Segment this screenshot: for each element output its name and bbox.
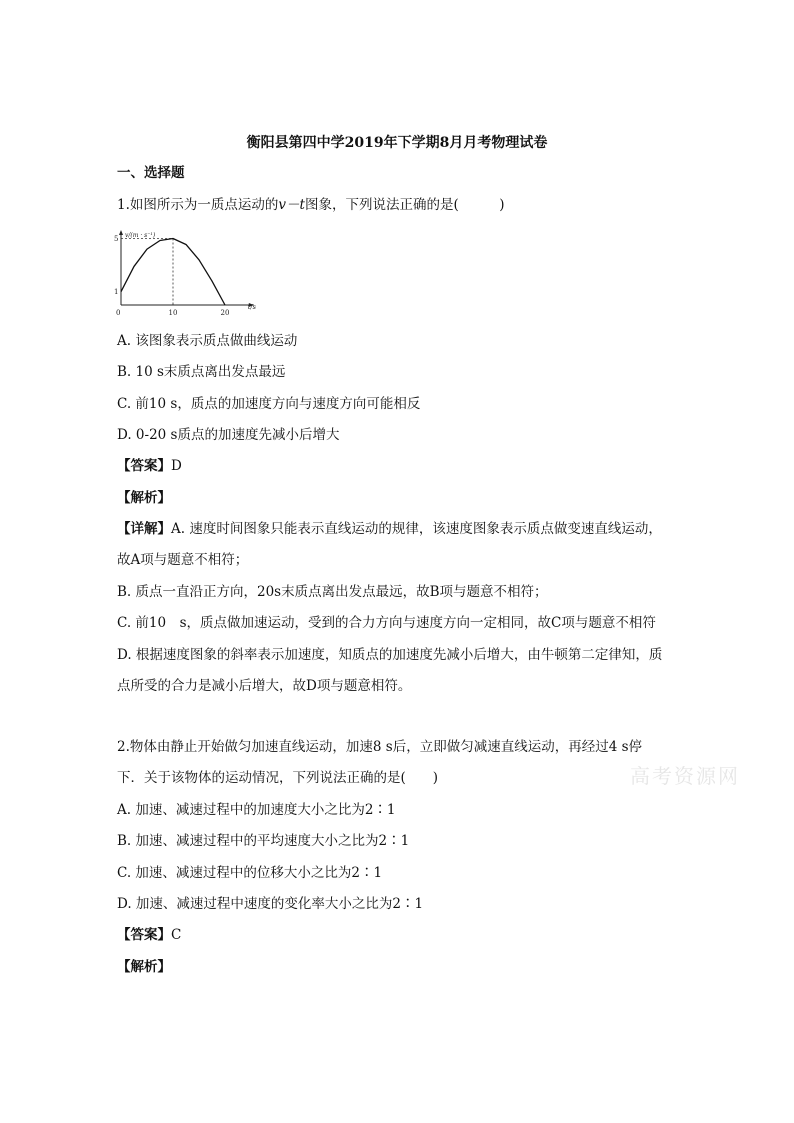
q1-option-c: C. 前10 s，质点的加速度方向与速度方向可能相反 <box>117 396 421 412</box>
y-tick-label: 1 <box>114 288 119 297</box>
answer-tag: 【答案】 <box>117 458 171 474</box>
q1-detail-line: 故A项与题意不相符； <box>117 552 249 568</box>
q1-detail-line: C. 前10 s，质点做加速运动，受到的合力方向与速度方向一定相同，故C项与题意不相符 <box>117 615 656 631</box>
answer-tag: 【答案】 <box>117 927 171 943</box>
q1-detail-line: D. 根据速度图象的斜率表示加速度，知质点的加速度先减小后增大，由牛顿第二定律知，质 <box>117 647 663 663</box>
x-tick-label: 0 <box>116 309 121 317</box>
q2-answer <box>117 925 181 945</box>
q2-option-a: A. 加速、减速过程中的加速度大小之比为2∶1 <box>117 802 396 818</box>
x-tick-label: 10 <box>168 309 178 317</box>
q2-option-d: D. 加速、减速过程中速度的变化率大小之比为2∶1 <box>117 896 424 912</box>
y-axis-arrow <box>119 230 123 235</box>
q1-stem-post: 图象，下列说法正确的是( ) <box>304 197 505 213</box>
q1-analysis-tag: 【解析】 <box>117 490 171 506</box>
q1-answer <box>117 456 182 476</box>
q1-option-d: D. 0-20 s质点的加速度先减小后增大 <box>117 427 340 443</box>
q1-stem-var: v－t <box>278 197 305 213</box>
q2-analysis-tag: 【解析】 <box>117 959 171 975</box>
x-tick-label: 20 <box>220 309 230 317</box>
q1-stem-pre: 1.如图所示为一质点运动的 <box>117 197 279 213</box>
y-axis-label: v/(m · s⁻¹) <box>125 232 156 239</box>
detail-tag: 【详解】 <box>117 521 171 537</box>
detail-text: A. 速度时间图象只能表示直线运动的规律，该速度图象表示质点做变速直线运动， <box>171 521 662 537</box>
q2-stem-line: 2.物体由静止开始做匀加速直线运动，加速8 s后，立即做匀减速直线运动，再经过4 s停 <box>117 739 642 755</box>
watermark: 高考资源网 <box>630 764 740 788</box>
q1-detail-line: B. 质点一直沿正方向，20s末质点离出发点最远，故B项与题意不相符； <box>117 584 548 600</box>
x-axis-label: t/s <box>247 303 256 311</box>
answer-value: D <box>171 458 182 474</box>
answer-value: C <box>171 927 182 943</box>
q1-option-a: A. 该图象表示质点做曲线运动 <box>117 333 298 349</box>
vt-graph <box>110 228 280 320</box>
q1-option-b: B. 10 s末质点离出发点最远 <box>117 364 286 380</box>
section-heading: 一、选择题 <box>117 165 185 181</box>
q1-stem <box>117 195 505 215</box>
q1-detail-line: 点所受的合力是减小后增大，故D项与题意相符。 <box>117 678 412 694</box>
q2-option-b: B. 加速、减速过程中的平均速度大小之比为2∶1 <box>117 833 410 849</box>
y-tick-label: 5 <box>114 235 119 243</box>
q2-option-c: C. 加速、减速过程中的位移大小之比为2∶1 <box>117 865 383 881</box>
q2-stem-line: 下．关于该物体的运动情况，下列说法正确的是( ) <box>117 770 439 786</box>
q1-detail-line <box>117 519 662 539</box>
page-title: 衡阳县第四中学2019年下学期8月月考物理试卷 <box>246 135 548 151</box>
